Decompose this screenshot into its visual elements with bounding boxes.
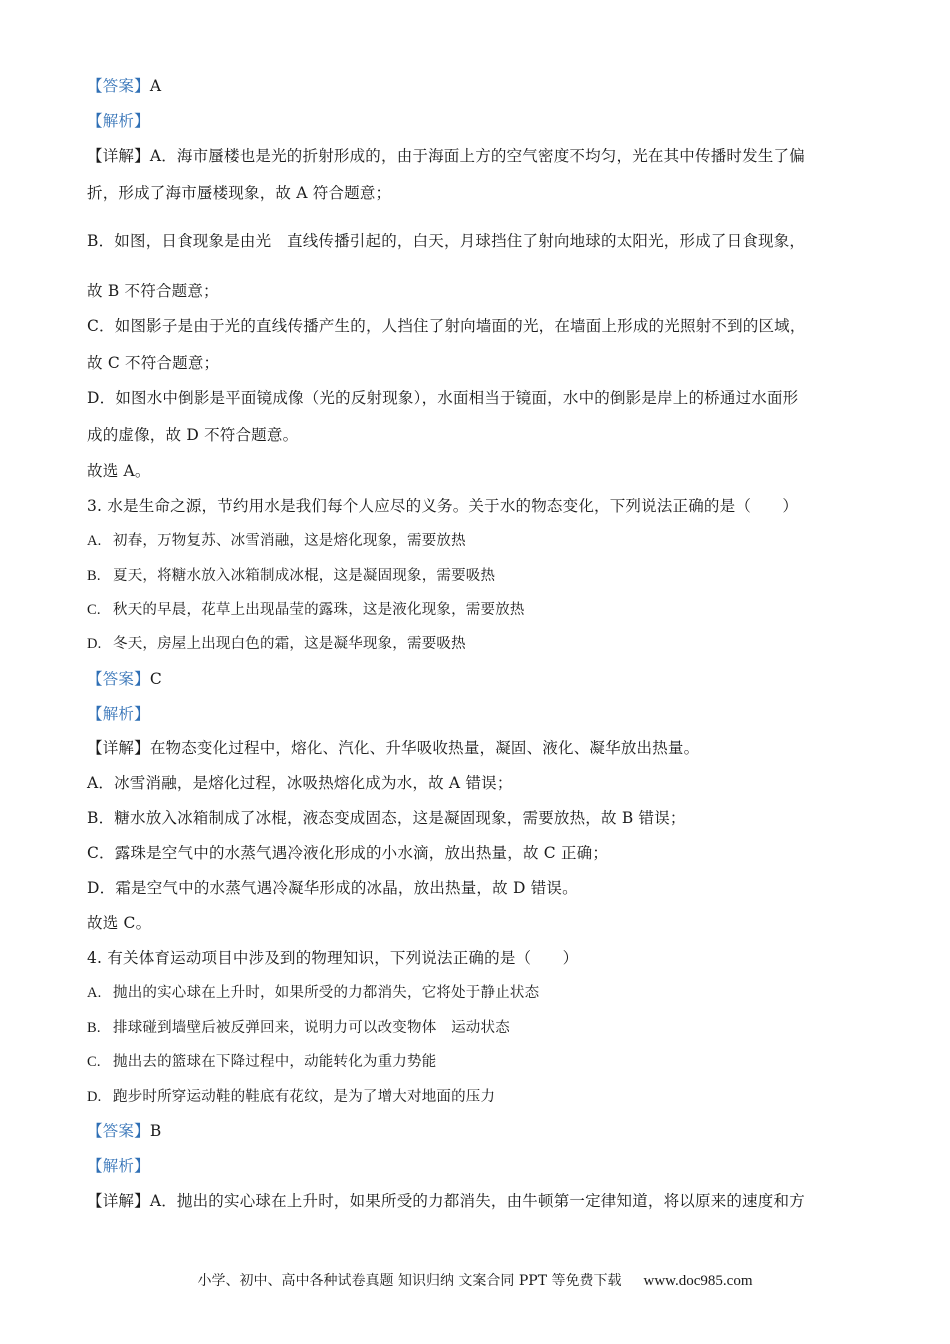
explain-text: D．霜是空气中的水蒸气遇冷凝华形成的冰晶，放出热量，故 D 错误。	[87, 879, 578, 897]
option-text: 冬天，房屋上出现白色的霜，这是凝华现象，需要吸热	[113, 636, 466, 652]
detail-tag: 【详解】	[87, 147, 150, 165]
page-footer	[0, 1270, 950, 1290]
option-text: 初春，万物复苏、冰雪消融，这是熔化现象，需要放热	[113, 533, 466, 549]
question-4-option-b	[87, 1018, 510, 1038]
question-4-stem	[87, 948, 578, 968]
analysis-line-1	[87, 111, 150, 131]
option-letter: C.	[87, 602, 101, 618]
explain-text: 成的虚像，故 D 不符合题意。	[87, 426, 299, 444]
detail-text: 在物态变化过程中，熔化、汽化、升华吸收热量，凝固、液化、凝华放出热量。	[149, 739, 700, 757]
option-letter: D.	[87, 636, 102, 652]
conclusion-text: 故选 A。	[87, 462, 151, 480]
option-letter: D.	[87, 1089, 102, 1105]
explain-b-line-1	[87, 231, 805, 251]
answer-tag: 【答案】	[87, 77, 150, 95]
analysis-line-4	[87, 1156, 150, 1176]
explain-b-line-2	[87, 281, 219, 301]
explain-c-line-2	[87, 353, 219, 373]
analysis-line-3	[87, 704, 150, 724]
option-letter: C.	[87, 1054, 101, 1070]
q3-explain-c	[87, 843, 608, 863]
explain-d-line-1	[87, 388, 798, 408]
explain-text: C．如图影子是由于光的直线传播产生的，人挡住了射向墙面的光，在墙面上形成的光照射不到的区域，	[87, 317, 806, 335]
q3-explain-a	[87, 773, 513, 793]
conclusion-3	[87, 913, 151, 933]
detail-tag: 【详解】	[87, 739, 150, 757]
explain-text: D．如图水中倒影是平面镜成像（光的反射现象），水面相当于镜面，水中的倒影是岸上的桥通过水面形	[87, 389, 799, 407]
answer-line-1	[87, 76, 161, 96]
detail-tag: 【详解】	[87, 1192, 150, 1210]
answer-value: C	[149, 670, 162, 688]
explain-text: 故 B 不符合题意；	[87, 282, 219, 300]
conclusion-text: 故选 C。	[87, 914, 152, 932]
explain-text: 故 C 不符合题意；	[87, 354, 220, 372]
explain-text: C．露珠是空气中的水蒸气遇冷液化形成的小水滴，放出热量，故 C 正确；	[87, 844, 609, 862]
footer-text: 小学、初中、高中各种试卷真题 知识归纳 文案合同 PPT 等免费下载	[197, 1273, 622, 1289]
question-3-option-a	[87, 531, 466, 551]
question-3-option-b	[87, 566, 495, 586]
answer-line-3	[87, 669, 162, 689]
option-letter: A.	[87, 533, 102, 549]
option-text: 抛出的实心球在上升时，如果所受的力都消失，它将处于静止状态	[113, 985, 540, 1001]
option-letter: B.	[87, 568, 101, 584]
explain-text: B．糖水放入冰箱制成了冰棍，液态变成固态，这是凝固现象，需要放热，故 B 错误；	[87, 809, 686, 827]
question-3-stem	[87, 496, 798, 516]
analysis-tag: 【解析】	[87, 112, 150, 130]
q3-explain-d	[87, 878, 578, 898]
detail-line-2	[87, 183, 391, 203]
option-text: 排球碰到墙壁后被反弹回来，说明力可以改变物体 运动状态	[113, 1020, 510, 1036]
question-3-option-c	[87, 600, 525, 620]
question-4-option-a	[87, 983, 539, 1003]
answer-tag: 【答案】	[87, 670, 150, 688]
answer-value: B	[149, 1122, 162, 1140]
detail-line-3	[87, 738, 699, 758]
option-text: 跑步时所穿运动鞋的鞋底有花纹，是为了增大对地面的压力	[113, 1089, 496, 1105]
question-stem-text: 3. 水是生命之源，节约用水是我们每个人应尽的义务。关于水的物态变化，下列说法正确的是（ ）	[87, 497, 799, 515]
detail-text: A．抛出的实心球在上升时，如果所受的力都消失，由牛顿第一定律知道，将以原来的速度和方	[149, 1192, 805, 1210]
option-text: 夏天，将糖水放入冰箱制成冰棍，这是凝固现象，需要吸热	[113, 568, 496, 584]
detail-text: 折，形成了海市蜃楼现象，故 A 符合题意；	[87, 184, 392, 202]
conclusion-1	[87, 461, 151, 481]
answer-line-4	[87, 1121, 161, 1141]
question-4-option-d	[87, 1087, 495, 1107]
analysis-tag: 【解析】	[87, 705, 150, 723]
option-text: 抛出去的篮球在下降过程中，动能转化为重力势能	[113, 1054, 437, 1070]
question-3-option-d	[87, 634, 466, 654]
analysis-tag: 【解析】	[87, 1157, 150, 1175]
option-letter: B.	[87, 1020, 101, 1036]
footer-url[interactable]: www.doc985.com	[643, 1273, 753, 1289]
detail-text: A．海市蜃楼也是光的折射形成的，由于海面上方的空气密度不均匀，光在其中传播时发生了偏	[149, 147, 805, 165]
explain-text: A．冰雪消融，是熔化过程，冰吸热熔化成为水，故 A 错误；	[87, 774, 513, 792]
answer-tag: 【答案】	[87, 1122, 150, 1140]
explain-text: B．如图，日食现象是由光 直线传播引起的，白天，月球挡住了射向地球的太阳光，形成了日食现象，	[87, 232, 806, 250]
option-letter: A.	[87, 985, 102, 1001]
option-text: 秋天的早晨，花草上出现晶莹的露珠，这是液化现象，需要放热	[113, 602, 525, 618]
explain-c-line-1	[87, 316, 806, 336]
answer-value: A	[149, 77, 162, 95]
q3-explain-b	[87, 808, 686, 828]
detail-line-4	[87, 1191, 805, 1211]
question-4-option-c	[87, 1052, 436, 1072]
question-stem-text: 4. 有关体育运动项目中涉及到的物理知识，下列说法正确的是（ ）	[87, 949, 579, 967]
detail-line-1	[87, 146, 805, 166]
explain-d-line-2	[87, 425, 298, 445]
